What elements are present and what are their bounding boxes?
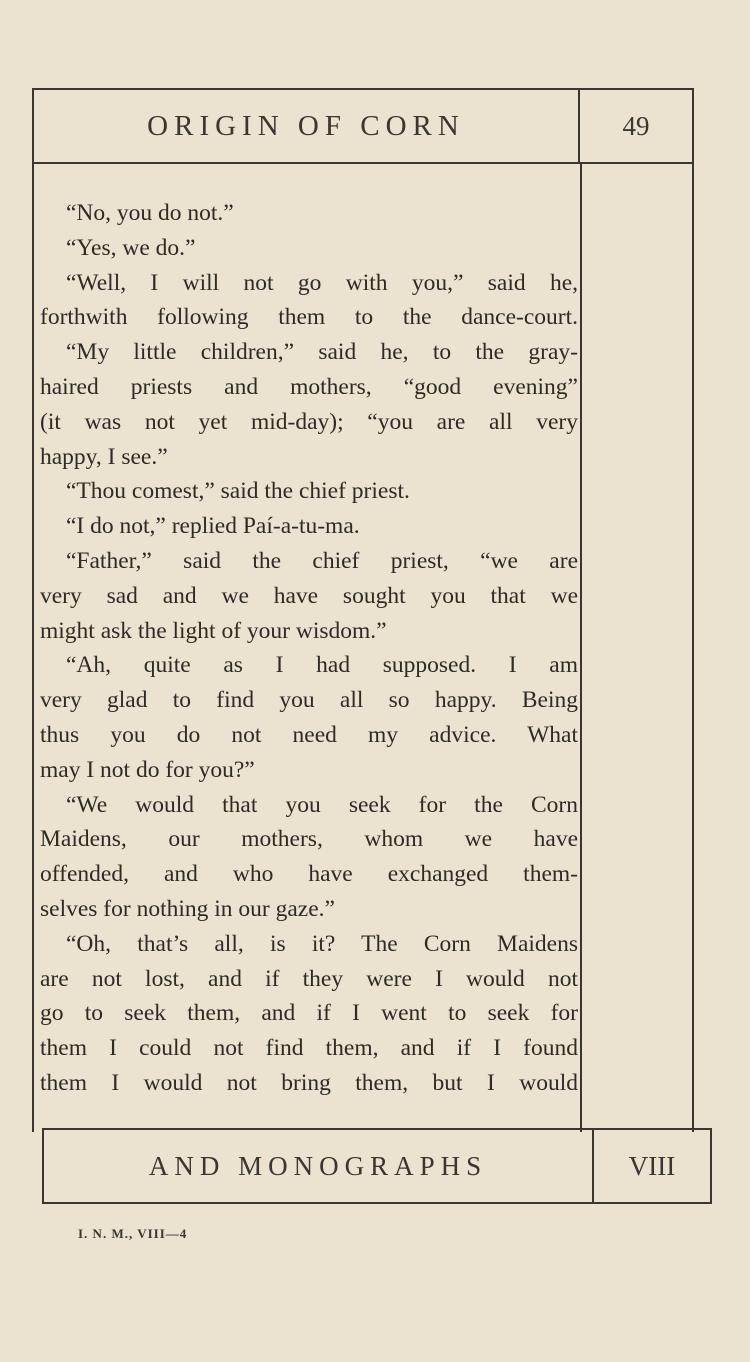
- text-line: very sad and we have sought you that we: [40, 582, 578, 609]
- running-title: ORIGIN OF CORN: [34, 90, 580, 162]
- text-line: very glad to find you all so happy. Being: [40, 687, 578, 714]
- text-line: may I not do for you?”: [40, 756, 255, 783]
- text-line: haired priests and mothers, “good evening”: [40, 373, 578, 400]
- page-number: 49: [622, 110, 650, 141]
- text-line: offended, and who have exchanged them-: [40, 861, 578, 888]
- text-line: might ask the light of your wisdom.”: [40, 617, 387, 644]
- running-header: [32, 88, 694, 164]
- running-footer: [42, 1128, 712, 1204]
- text-line: “Oh, that’s all, is it? The Corn Maidens: [66, 930, 578, 957]
- volume-number: VIII: [628, 1150, 676, 1181]
- text-line: happy, I see.”: [40, 443, 168, 470]
- text-line: “Well, I will not go with you,” said he,: [66, 269, 578, 296]
- text-line: “I do not,” replied Paí-a-tu-ma.: [66, 513, 360, 540]
- text-line: them I could not find them, and if I found: [40, 1035, 578, 1062]
- text-line: “Ah, quite as I had supposed. I am: [66, 652, 578, 679]
- margin-rule: [580, 162, 582, 1132]
- text-line: “Thou comest,” said the chief priest.: [66, 478, 410, 505]
- text-frame: [32, 162, 694, 1132]
- signature-mark: I. N. M., VIII—4: [78, 1226, 188, 1241]
- text-line: (it was not yet mid-day); “you are all very: [40, 408, 578, 435]
- text-line: selves for nothing in our gaze.”: [40, 895, 335, 922]
- text-line: go to seek them, and if I went to seek for: [40, 1000, 578, 1027]
- footer-title: AND MONOGRAPHS: [44, 1130, 594, 1202]
- body-text: [40, 196, 578, 1101]
- text-line: them I would not bring them, but I would: [40, 1069, 578, 1096]
- text-line: thus you do not need my advice. What: [40, 721, 578, 748]
- page-frame: [32, 88, 694, 1204]
- text-line: “Yes, we do.”: [66, 234, 196, 261]
- text-line: are not lost, and if they were I would not: [40, 965, 578, 992]
- text-line: “Father,” said the chief priest, “we are: [66, 547, 578, 574]
- text-line: “My little children,” said he, to the gray-: [66, 339, 578, 366]
- text-line: Maidens, our mothers, whom we have: [40, 826, 578, 853]
- text-line: “No, you do not.”: [66, 200, 234, 226]
- text-line: “We would that you seek for the Corn: [66, 791, 578, 818]
- text-line: forthwith following them to the dance-court.: [40, 304, 578, 331]
